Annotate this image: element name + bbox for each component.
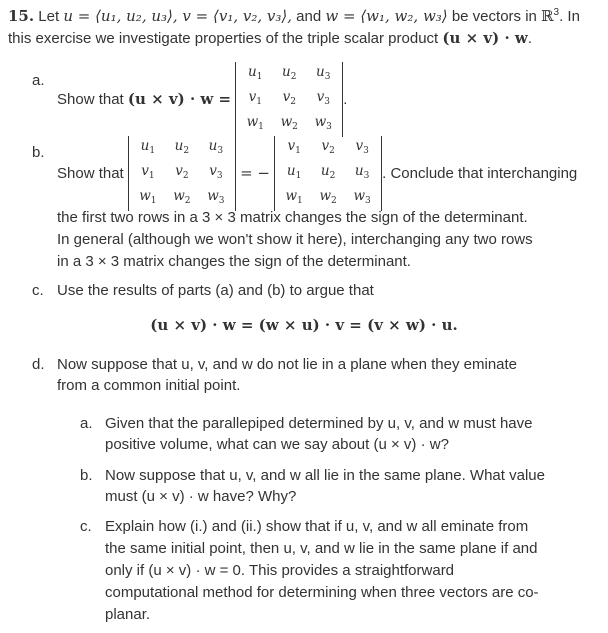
part-b-left-matrix-entry: $w_3$	[207, 187, 225, 206]
part-a-matrix-entry: $w_3$	[314, 113, 332, 132]
part-b-right-matrix-entry: $u_3$	[354, 162, 370, 181]
part-d-sub-a-line1: Given that the parallepiped determined by u, v, and w must have	[105, 415, 533, 432]
part-d-sub-c-line5: planar.	[105, 606, 151, 623]
part-d-sub-c-line1: Explain how (i.) and (ii.) show that if u, v, and w all eminate from	[105, 518, 529, 535]
header-intro-text: this exercise we investigate properties of the triple scalar product	[8, 30, 439, 47]
part-b-right-matrix-entry: $v_1$	[287, 137, 301, 156]
part-d-sub-a-line2: positive volume, what can we say about (u × v) · w?	[105, 436, 449, 453]
part-b-left-matrix-entry: $v_3$	[209, 162, 223, 181]
part-a-matrix-entry: $w_2$	[280, 113, 298, 132]
part-a-trailing-period: .	[343, 90, 348, 108]
part-d-marker: d.	[32, 356, 45, 373]
part-c-text: Use the results of parts (a) and (b) to argue that	[57, 282, 374, 299]
part-b-right-matrix-entry: $u_1$	[286, 162, 302, 181]
part-d-sub-c-line4: computational method for determining when three vectors are co-	[105, 584, 539, 601]
w-definition: w = ⟨w₁, w₂, w₃⟩	[325, 7, 448, 25]
part-d-sub-c-line3: only if (u × v) · w = 0. This provides a straightforward	[105, 562, 455, 579]
part-a-matrix-entry: $u_2$	[282, 63, 297, 82]
part-b-marker: b.	[32, 144, 45, 161]
let-text: Let	[38, 8, 60, 25]
part-b-left-matrix-entry: $u_2$	[174, 137, 190, 156]
exercise-header-line1	[8, 6, 580, 27]
header-period: .	[527, 30, 532, 47]
part-a-matrix-entry: $v_2$	[282, 88, 296, 107]
part-d-sub-b-marker: b.	[80, 467, 93, 484]
part-b-left-matrix-entry: $w_1$	[139, 187, 157, 206]
part-b-right-matrix-entry: $u_2$	[320, 162, 336, 181]
part-d-line1: Now suppose that u, v, and w do not lie in a plane when they eminate	[57, 356, 518, 373]
part-a-text: Show that	[57, 90, 124, 108]
part-a-expression: (u × v) · w =	[127, 89, 232, 108]
part-a-determinant	[235, 62, 343, 137]
exercise-number: 15.	[8, 7, 35, 25]
part-b-trailing-text: . Conclude that interchanging	[382, 164, 578, 182]
part-b-determinant-right	[274, 136, 382, 211]
part-a-matrix-entry: $v_3$	[316, 88, 330, 107]
part-b-right-matrix-entry: $v_3$	[355, 137, 369, 156]
part-a-matrix-entry: $v_1$	[248, 88, 262, 107]
part-a-matrix-entry: $w_1$	[246, 113, 264, 132]
in-text: . In	[559, 8, 580, 25]
part-d-line2: from a common initial point.	[57, 377, 241, 394]
part-b-left-matrix-entry: $u_1$	[140, 137, 156, 156]
part-c-marker: c.	[32, 282, 44, 299]
part-b-left-matrix-entry: $w_2$	[173, 187, 191, 206]
part-b-line3: In general (although we won't show it here), interchanging any two rows	[57, 231, 533, 248]
part-a-marker: a.	[32, 72, 45, 89]
part-a-matrix-entry: $u_1$	[248, 63, 263, 82]
part-b-text: Show that	[57, 164, 124, 182]
part-d-sub-b-line1: Now suppose that u, v, and w all lie in the same plane. What value	[105, 467, 545, 484]
part-a-statement	[57, 63, 348, 132]
and-text: and	[296, 8, 322, 25]
part-b-line2: the first two rows in a 3 × 3 matrix changes the sign of the determinant.	[57, 209, 528, 226]
triple-scalar-product: (u × v) · w	[442, 29, 528, 47]
part-d-sub-c-line2: the same initial point, then u, v, and w lie in the same plane if and	[105, 540, 538, 557]
part-d-sub-b-line2: must (u × v) · w have? Why?	[105, 488, 297, 505]
be-vectors-text: be vectors in	[451, 8, 537, 25]
part-b-right-matrix-entry: $w_3$	[353, 187, 371, 206]
part-b-equals-negative: = −	[240, 163, 270, 182]
part-b-left-matrix-entry: $v_1$	[141, 162, 155, 181]
u-v-definition: u = ⟨u₁, u₂, u₃⟩, v = ⟨v₁, v₂, v₃⟩,	[63, 7, 292, 25]
part-b-left-matrix-entry: $u_3$	[208, 137, 224, 156]
part-b-right-matrix-entry: $v_2$	[321, 137, 335, 156]
part-b-line4: in a 3 × 3 matrix changes the sign of the determinant.	[57, 253, 411, 270]
part-d-sub-a-marker: a.	[80, 415, 93, 432]
part-d-sub-c-marker: c.	[80, 518, 92, 535]
part-b-right-matrix-entry: $w_1$	[285, 187, 303, 206]
real-space-exponent: 3	[553, 7, 560, 18]
real-space-symbol: ℝ	[541, 7, 554, 25]
exercise-header-line2	[8, 28, 532, 49]
part-b-right-matrix-entry: $w_2$	[319, 187, 337, 206]
part-c-equation: (u × v) · w = (w × u) · v = (v × w) · u.	[150, 316, 458, 334]
part-b-statement	[57, 137, 578, 206]
part-b-left-matrix-entry: $v_2$	[175, 162, 189, 181]
part-a-matrix-entry: $u_3$	[316, 63, 331, 82]
part-b-determinant-left	[128, 136, 236, 211]
